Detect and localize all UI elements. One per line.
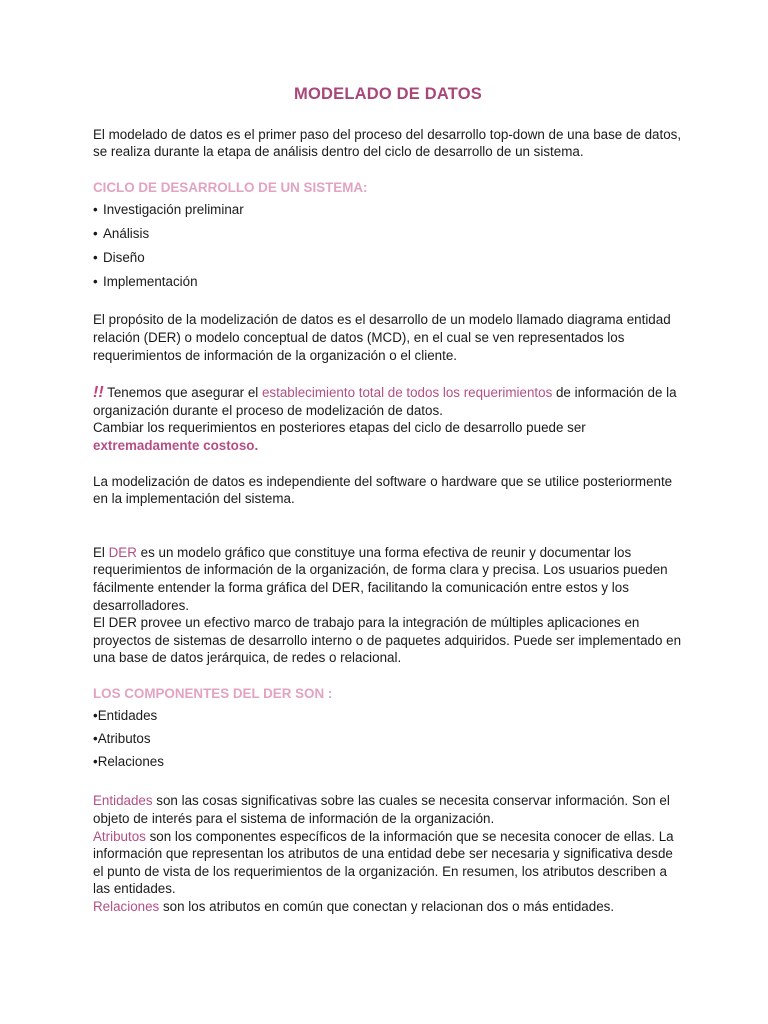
cost-paragraph: Cambiar los requerimientos en posteriores etapas del ciclo de desarrollo puede ser extremadamente costoso. — [93, 420, 586, 453]
cycle-list — [93, 201, 683, 297]
entidades-definition: Entidades son las cosas significativas sobre las cuales se necesita conservar información. Son el objeto de interés para el sistema de información de la organización. — [93, 793, 670, 827]
list-item: • Diseño — [93, 250, 145, 266]
components-list — [93, 707, 683, 776]
warning-icon: !! — [93, 384, 104, 402]
components-heading: LOS COMPONENTES DEL DER SON : — [93, 685, 333, 701]
relaciones-definition: Relaciones son los atributos en común que conectan y relacionan dos o más entidades. — [93, 899, 615, 915]
cycle-heading: CICLO DE DESARROLLO DE UN SISTEMA: — [93, 179, 368, 195]
requirements-highlight: establecimiento total de todos los requerimientos — [261, 385, 553, 401]
intro-paragraph: El modelado de datos es el primer paso del proceso del desarrollo top-down de una base de datos, se realiza durante la etapa de análisis dentro del ciclo de desarrollo de un sistema. — [93, 126, 682, 160]
der-paragraph: El DER es un modelo gráfico que constituye una forma efectiva de reunir y documentar los requerimientos de información de la organización, de forma clara y precisa. Los usuarios pueden fácilmente entender la forma gráfica del DER, facilitando la comunicación entre estos y los desarrolladores. — [93, 544, 668, 613]
cost-emphasis: extremadamente costoso. — [93, 437, 259, 453]
list-item: •Atributos — [93, 731, 151, 747]
list-item: •Relaciones — [93, 754, 164, 770]
atributos-term: Atributos — [93, 828, 146, 844]
relaciones-term: Relaciones — [93, 899, 160, 915]
purpose-paragraph: El propósito de la modelización de datos es el desarrollo de un modelo llamado diagrama entidad relación (DER) o modelo conceptual de datos (MCD), en el cual se ven representados los requerimientos de información de la organización o el cliente. — [93, 312, 671, 363]
list-item: • Análisis — [93, 226, 150, 242]
page-title: MODELADO DE DATOS — [294, 85, 482, 103]
warning-paragraph: !! Tenemos que asegurar el establecimiento total de todos los requerimientos de información de la organización durante el proceso de modelización de datos. — [93, 384, 677, 418]
list-item: • Investigación preliminar — [93, 202, 244, 218]
list-item: •Entidades — [93, 708, 158, 724]
atributos-definition: Atributos son los componentes específicos de la información que se necesita conocer de ellas. La información que representan los atributos de una entidad debe ser necesaria y significativa desde el punto de vista de los requerimientos de la organización. En resumen, los atributos describen a las entidades. — [93, 828, 674, 897]
document-body — [93, 86, 683, 916]
independence-paragraph: La modelización de datos es independiente del software o hardware que se utilice posteriormente en la implementación del sistema. — [93, 473, 673, 507]
der-term: DER — [108, 544, 137, 560]
list-item: • Implementación — [93, 274, 198, 290]
der-framework-paragraph: El DER provee un efectivo marco de trabajo para la integración de múltiples aplicaciones en proyectos de sistemas de desarrollo interno o de paquetes adquiridos. Puede ser implementado en una base de datos jerárquica, de redes o relacional. — [93, 615, 682, 666]
entidades-term: Entidades — [93, 793, 153, 809]
